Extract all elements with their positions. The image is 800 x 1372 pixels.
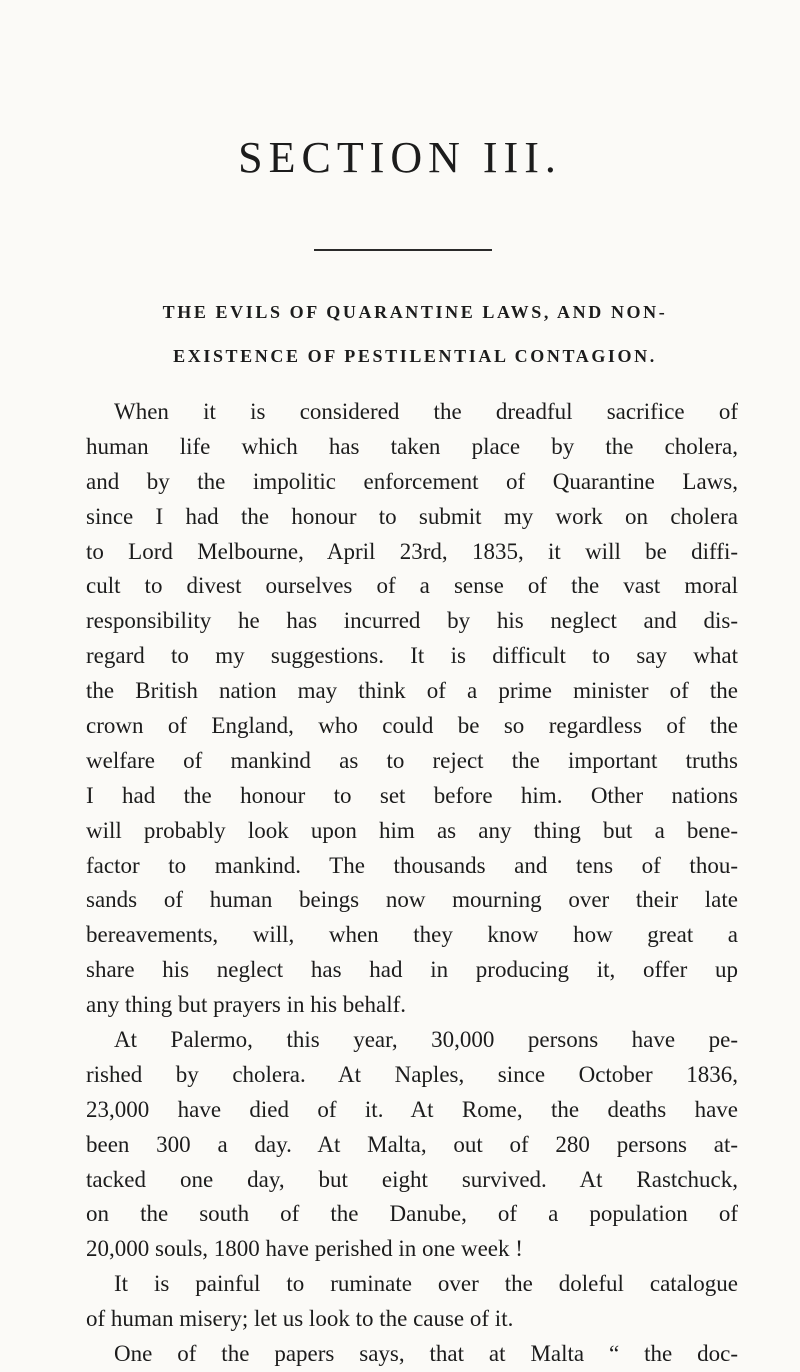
text-line: will probably look upon him as any thing but a bene-	[86, 817, 738, 843]
section-heading: SECTION III.	[238, 133, 562, 182]
text-line: I had the honour to set before him. Other nations	[86, 782, 738, 808]
text-line: been 300 a day. At Malta, out of 280 persons at-	[86, 1131, 738, 1157]
text-line: It is painful to ruminate over the doleful catalogue	[114, 1271, 738, 1297]
text-line: At Palermo, this year, 30,000 persons have pe-	[114, 1027, 738, 1053]
text-line: regard to my suggestions. It is difficult to say what	[86, 643, 738, 669]
text-line: on the south of the Danube, of a population of	[86, 1201, 738, 1227]
text-line: One of the papers says, that at Malta “ the doc-	[114, 1341, 738, 1367]
text-line: any thing but prayers in his behalf.	[86, 992, 407, 1018]
text-line: 20,000 souls, 1800 have perished in one week !	[86, 1236, 523, 1262]
text-line: factor to mankind. The thousands and tens of thou-	[86, 852, 738, 878]
text-line: human life which has taken place by the cholera,	[86, 433, 738, 459]
text-line: rished by cholera. At Naples, since October 1836,	[86, 1061, 738, 1087]
heading-divider	[314, 249, 492, 251]
text-line: the British nation may think of a prime minister of the	[86, 678, 738, 704]
text-line: to Lord Melbourne, April 23rd, 1835, it will be diffi-	[86, 538, 738, 564]
text-line: cult to divest ourselves of a sense of the vast moral	[86, 573, 738, 599]
text-line: share his neglect has had in producing it, offer up	[86, 957, 738, 983]
subtitle-line: EXISTENCE OF PESTILENTIAL CONTAGION.	[173, 346, 657, 366]
text-line: When it is considered the dreadful sacrifice of	[114, 399, 738, 424]
text-line: responsibility he has incurred by his neglect and dis-	[86, 608, 738, 634]
text-line: 23,000 have died of it. At Rome, the deaths have	[86, 1096, 738, 1122]
section-subtitle	[105, 290, 725, 378]
text-line: since I had the honour to submit my work on cholera	[86, 503, 738, 529]
text-line: and by the impolitic enforcement of Quarantine Laws,	[86, 468, 738, 494]
text-line: bereavements, will, when they know how great a	[86, 922, 738, 948]
text-line: crown of England, who could be so regardless of the	[86, 713, 738, 739]
body-text	[86, 395, 738, 1372]
text-line: welfare of mankind as to reject the important truths	[86, 747, 738, 773]
text-line: of human misery; let us look to the cause of it.	[86, 1306, 514, 1332]
text-line: sands of human beings now mourning over their late	[86, 887, 738, 913]
text-line: tacked one day, but eight survived. At Rastchuck,	[86, 1166, 738, 1192]
subtitle-line: THE EVILS OF QUARANTINE LAWS, AND NON-	[162, 302, 668, 322]
